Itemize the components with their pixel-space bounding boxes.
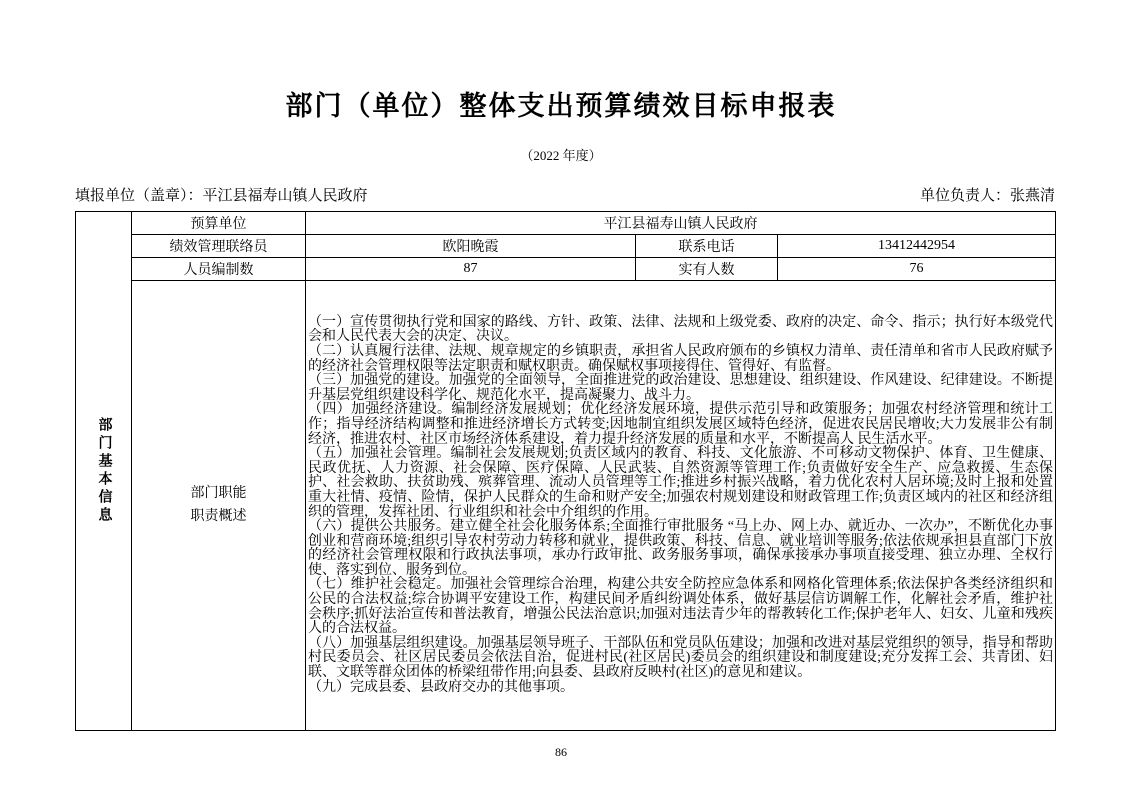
duty-paragraph: （五）加强社会管理。编制社会发展规划;负责区域内的教育、科技、文化旅游、不可移动文物保护、体育、卫生健康、民政优抚、人力资源、社会保障、医疗保障、人民武装、自然资源等管理工作;负责做好安全生产、应急救援、生态保护、社会救助、扶贫助残、殡葬管理、流动人员管理等工作;推进乡村振兴战略，着力优化农村人居环境;及时上报和处置重大社情、疫情、险情，保护人民群众的生命和财产安全;加强农村规划建设和财政管理工作;负责区域内的社区和经济组织的管理，发挥社团、行业组织和社会中介组织的作用。 [308,446,1053,520]
liaison-label-cell: 绩效管理联络员 [132,235,306,258]
duties-label-line2: 职责概述 [190,508,247,524]
table-row [76,212,1056,235]
section-label: 部门基本信息 [96,417,112,525]
duty-paragraph: （九）完成县委、县政府交办的其他事项。 [308,679,574,695]
form-header-row [75,184,1055,205]
duty-paragraph: （一）宣传贯彻执行党和国家的路线、方针、政策、法律、法规和上级党委、政府的决定、命令、指示；执行好本级党代会和人民代表大会的决定、决议。 [308,314,1053,345]
liaison-value-cell: 欧阳晚霞 [306,235,636,258]
page-number: 86 [555,745,567,759]
table-row [76,258,1056,281]
duty-paragraph: （三）加强党的建设。加强党的全面领导，全面推进党的政治建设、思想建设、组织建设、作风建设、纪律建设。不断提升基层党组织建设科学化、规范化水平，提高凝聚力、战斗力。 [308,373,1053,403]
form-year: （2022 年度） [520,148,602,163]
table-row [76,281,1056,731]
phone-label-cell: 联系电话 [636,235,778,258]
staff-quota-label-cell: 人员编制数 [132,258,306,281]
phone-value-cell: 13412442954 [778,235,1056,258]
duty-paragraph: （七）维护社会稳定。加强社会管理综合治理，构建公共安全防控应急体系和网格化管理体系;依法保护各类经济组织和公民的合法权益;综合协调平安建设工作，构建民间矛盾纠纷调处体系，做好基层信访调解工作，化解社会矛盾，维护社会秩序;抓好法治宣传和普法教育，增强公民法治意识;加强对违法青少年的帮教转化工作;保护老年人、妇女、儿童和残疾人的合法权益。 [308,577,1053,637]
unit-head-label: 单位负责人：张燕清 [919,188,1055,204]
staff-actual-value-cell: 76 [778,258,1056,281]
duty-paragraph: （六）提供公共服务。建立健全社会化服务体系;全面推行审批服务 “马上办、网上办、就近办、一次办”，不断优化办事创业和营商环境;组织引导农村劳动力转移和就业，提供政策、科技、信息、就业培训等服务;依法依规承担县直部门下放的经济社会管理权限和行政执法事项，承办行政审批、政务服务事项，确保承接承办事项直接受理、独立办理、全权行使、落实到位、服务到位。 [308,519,1053,578]
basic-info-table [75,211,1056,731]
section-label-cell [76,212,132,731]
form-title: 部门（单位）整体支出预算绩效目标申报表 [285,91,837,121]
duties-text-cell [306,281,1056,731]
staff-actual-label-cell: 实有人数 [636,258,778,281]
budget-unit-value-cell: 平江县福寿山镇人民政府 [306,212,1056,235]
duties-label-cell [132,281,306,731]
duty-paragraph: （八）加强基层组织建设。加强基层领导班子、干部队伍和党员队伍建设；加强和改进对基层党组织的领导，指导和帮助村民委员会、社区居民委员会依法自治，促进村民(社区居民)委员会的组织建设和制度建设;充分发挥工会、共青团、妇联、文联等群众团体的桥梁纽带作用;向县委、县政府反映村(社区)的意见和建议。 [308,635,1053,681]
staff-quota-value-cell: 87 [306,258,636,281]
budget-unit-label-cell: 预算单位 [132,212,306,235]
fill-unit-label: 填报单位（盖章）：平江县福寿山镇人民政府 [75,188,368,204]
duty-paragraph: （四）加强经济建设。编制经济发展规划；优化经济发展环境，提供示范引导和政策服务；加强农村经济管理和统计工作；指导经济结构调整和推进经济增长方式转变;因地制宜组织发展区域特色经济，促进农民居民增收;大力发展非公有制经济，推进农村、社区市场经济体系建设，着力提升经济发展的质量和水平，不断提高人 民生活水平。 [308,402,1053,447]
duty-paragraph: （二）认真履行法律、法规、规章规定的乡镇职责，承担省人民政府颁布的乡镇权力清单、责任清单和省市人民政府赋予的经济社会管理权限等法定职责和赋权职责。确保赋权事项接得住、管得好、有监督。 [308,343,1053,374]
table-row [76,235,1056,258]
duties-label-line1: 部门职能 [190,486,247,502]
